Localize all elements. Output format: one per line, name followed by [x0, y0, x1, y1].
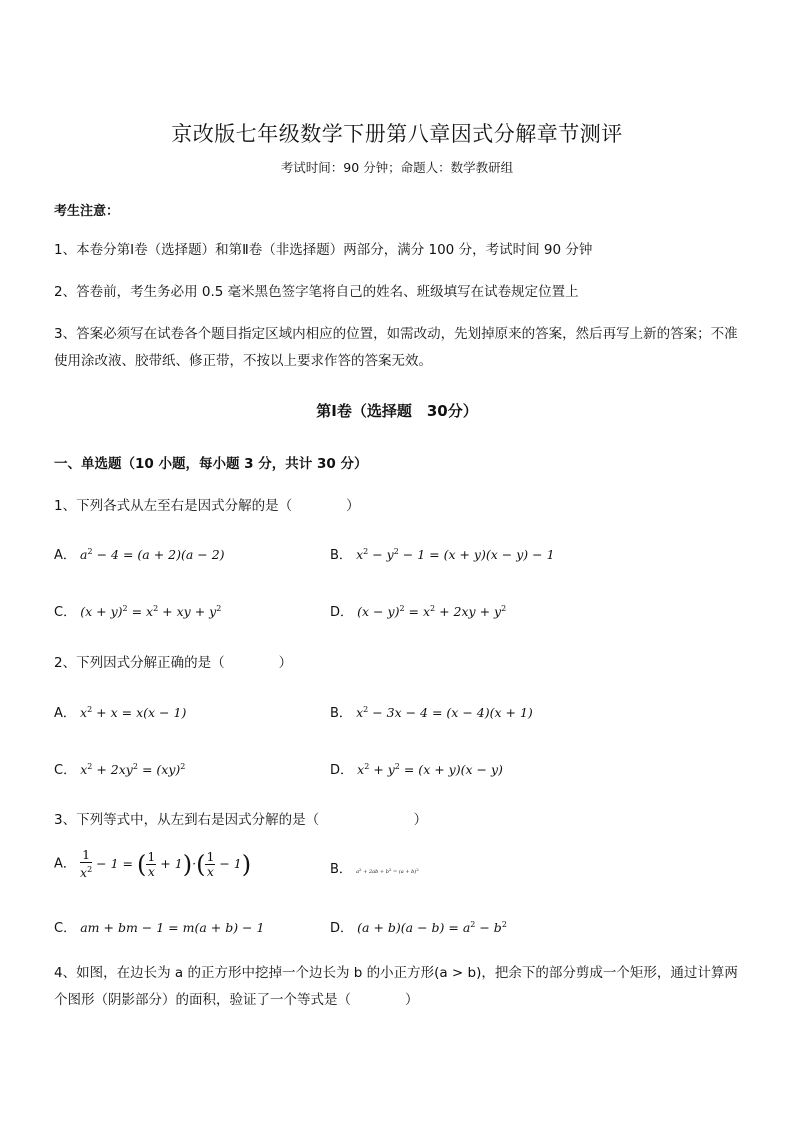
- option-expression: am + bm − 1 = m(a + b) − 1: [80, 920, 265, 935]
- option-expression: $x^2 + x = x(x - 1)$: [80, 705, 187, 720]
- question-3-stem: 3、下列等式中，从左到右是因式分解的是（ ）: [54, 812, 428, 828]
- option-expression: $(x + y)^2 = x^2$ + xy + $y^2$: [80, 604, 222, 619]
- q3-option-b: [330, 858, 419, 877]
- option-label: A．: [54, 548, 76, 563]
- q1-option-c: [54, 601, 221, 620]
- section-title: 第Ⅰ卷（选择题 30分）: [316, 402, 478, 420]
- part-heading: 一、单选题（10 小题，每小题 3 分，共计 30 分）: [54, 456, 368, 472]
- option-expression: $x^2 - 3x - 4 = (x - 4)(x + 1)$: [356, 705, 533, 720]
- option-expression: $(x - y)^2 = x^2 + 2xy + y^2$: [357, 604, 507, 619]
- q2-option-b: [330, 702, 533, 721]
- option-label: B．: [330, 706, 352, 721]
- option-label: C．: [54, 921, 77, 936]
- question-4-stem: 4、如图，在边长为 a 的正方形中挖掉一个边长为 b 的小正方形(a > b)，把余下的部分剪成一个矩形，通过计算两个图形（阴影部分）的面积，验证了一个等式是（ ）: [54, 965, 738, 1008]
- notes-heading: 考生注意：: [54, 204, 120, 219]
- note-item-3: 3、答案必须写在试卷各个题目指定区域内相应的位置，如需改动，先划掉原来的答案，然后再写上新的答案；不准使用涂改液、胶带纸、修正带，不按以上要求作答的答案无效。: [54, 326, 738, 369]
- option-label: D．: [330, 605, 354, 620]
- option-expression: $x^2 - y^2 - 1 = (x + y)(x - y) - 1$: [356, 547, 555, 562]
- option-label: A．: [54, 706, 76, 721]
- question-1-stem: 1、下列各式从左至右是因式分解的是（ ）: [54, 498, 360, 514]
- option-label: C．: [54, 605, 77, 620]
- option-label: B．: [330, 862, 352, 877]
- question-2-stem: 2、下列因式分解正确的是（ ）: [54, 655, 293, 671]
- q2-option-c: [54, 759, 185, 778]
- option-label: A．: [54, 856, 76, 872]
- note-item-1: 1、本卷分第Ⅰ卷（选择题）和第Ⅱ卷（非选择题）两部分，满分 100 分，考试时间 90 分钟: [54, 242, 593, 258]
- option-expression: $x^2 + y^2 = (x + y)(x - y)$: [357, 762, 503, 777]
- q2-option-d: [330, 759, 503, 778]
- q3-option-c: [54, 917, 264, 936]
- option-expression: $a^2 + 2ab + b^2 = (a + b)^2$: [356, 867, 419, 875]
- q1-option-a: [54, 544, 225, 563]
- option-expression: $(a + b)(a - b) = a^2 - b^2$: [357, 920, 507, 935]
- note-item-2: 2、答卷前，考生务必用 0.5 毫米黑色签字笔将自己的姓名、班级填写在试卷规定位置上: [54, 284, 579, 300]
- q1-option-d: [330, 601, 506, 620]
- page-title: 京改版七年级数学下册第八章因式分解章节测评: [171, 122, 623, 146]
- option-label: B．: [330, 548, 352, 563]
- option-label: D．: [330, 763, 354, 778]
- option-expression: $x^2 + 2xy^2 = (xy)^2$: [80, 762, 186, 777]
- exam-info: 考试时间：90 分钟；命题人：数学教研组: [280, 160, 514, 175]
- q1-option-b: [330, 544, 555, 563]
- option-expression: $\frac{1}{x^2}$ − 1 = ( $\frac{1}{x}$ + 1)·( $\frac{1}{x}$ − 1): [80, 847, 252, 880]
- option-label: C．: [54, 763, 77, 778]
- q3-option-d: [330, 917, 507, 936]
- q3-option-a: [54, 848, 251, 880]
- option-label: D．: [330, 921, 354, 936]
- q2-option-a: [54, 702, 186, 721]
- option-expression: $a^2 - 4 = (a + 2)(a - 2)$: [80, 547, 225, 562]
